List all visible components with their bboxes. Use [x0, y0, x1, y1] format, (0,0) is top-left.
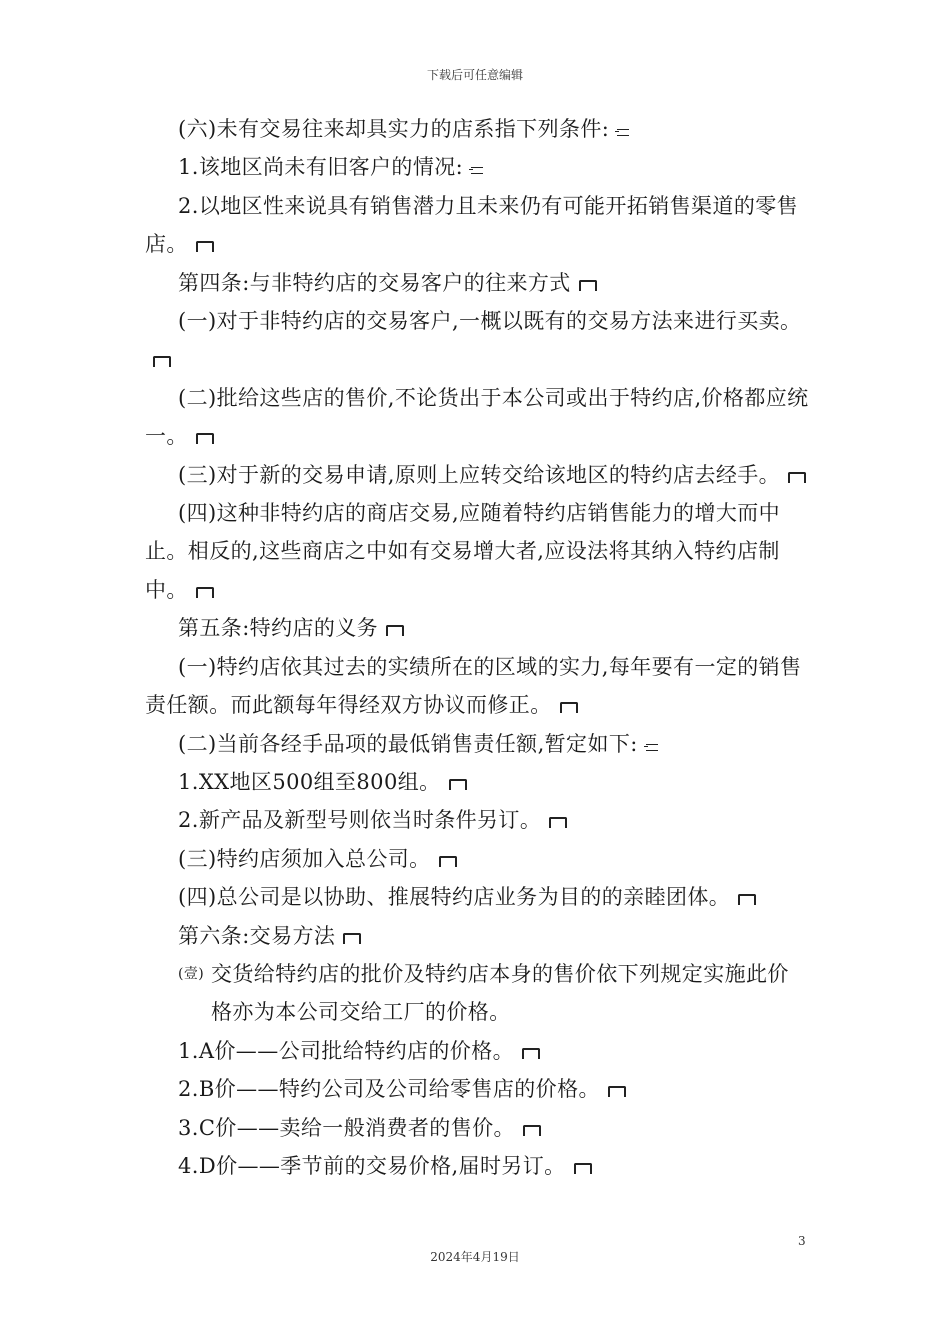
paragraph-mark-icon: [520, 1045, 542, 1061]
page-header: 下载后可任意编辑: [426, 68, 523, 82]
page-footer-date: 2024年4月19日: [430, 1250, 520, 1264]
paragraph-mark-icon: [437, 853, 459, 869]
paragraph-text: (三)对于新的交易申请,原则上应转交给该地区的特约店去经手。: [178, 462, 781, 487]
paragraph-mark-icon: [151, 353, 173, 369]
paragraph-text: 2.以地区性来说具有销售潜力且未来仍有可能开拓销售渠道的零售店。: [145, 193, 799, 257]
paragraph-mark-icon: [606, 1083, 628, 1099]
paragraph-text: (三)特约店须加入总公司。: [178, 846, 431, 871]
paragraph: [145, 1147, 810, 1185]
paragraph: [145, 801, 810, 839]
paragraph-mark-icon: [786, 469, 808, 485]
paragraph-mark-icon: [577, 277, 599, 293]
paragraph-text: 4.D价——季节前的交易价格,届时另订。: [178, 1153, 566, 1178]
paragraph-text: 1.该地区尚未有旧客户的情况:: [178, 155, 464, 180]
list-paragraph: [145, 955, 810, 1032]
paragraph: [145, 878, 810, 916]
line-break-mark-icon: [644, 738, 660, 754]
paragraph-mark-icon: [736, 891, 758, 907]
paragraph: [145, 1032, 810, 1070]
paragraph-mark-icon: [447, 776, 469, 792]
paragraph: [145, 840, 810, 878]
paragraph: [145, 148, 810, 186]
paragraph-text: (四)总公司是以协助、推展特约店业务为目的的亲睦团体。: [178, 885, 731, 910]
paragraph: [145, 763, 810, 801]
paragraph-text: 第五条:特约店的义务: [178, 616, 379, 641]
paragraph-text: 第六条:交易方法: [178, 923, 336, 948]
page-number: 3: [798, 1234, 806, 1248]
paragraph-mark-icon: [384, 622, 406, 638]
paragraph-text: 2.新产品及新型号则依当时条件另订。: [178, 808, 542, 833]
paragraph: [145, 494, 810, 609]
section-heading: [145, 917, 810, 955]
paragraph: [145, 1109, 810, 1147]
paragraph: [145, 456, 810, 494]
paragraph-text: 1.XX地区500组至800组。: [178, 769, 441, 794]
paragraph-text: (六)未有交易往来却具实力的店系指下列条件:: [178, 117, 610, 141]
line-break-mark-icon: [615, 123, 631, 139]
paragraph-mark-icon: [547, 814, 569, 830]
paragraph-text: 1.A价——公司批给特约店的价格。: [178, 1038, 515, 1063]
list-marker: (壹): [178, 965, 205, 982]
line-break-mark-icon: [469, 161, 485, 177]
paragraph: [145, 1070, 810, 1108]
paragraph-mark-icon: [572, 1160, 594, 1176]
paragraph-text: 第四条:与非特约店的交易客户的往来方式: [178, 270, 571, 295]
paragraph-text: (四)这种非特约店的商店交易,应随着特约店销售能力的增大而中止。相反的,这些商店之中如有交易增大者,应设法将其纳入特约店制中。: [145, 501, 781, 602]
paragraph-mark-icon: [558, 699, 580, 715]
paragraph-text: (一)特约店依其过去的实绩所在的区域的实力,每年要有一定的销售责任额。而此额每年得经双方协议而修正。: [145, 654, 802, 718]
paragraph: [145, 725, 810, 763]
paragraph-mark-icon: [521, 1122, 543, 1138]
paragraph-text: (二)批给这些店的售价,不论货出于本公司或出于特约店,价格都应统一。: [145, 385, 809, 449]
paragraph-mark-icon: [194, 238, 216, 254]
section-heading: [145, 609, 810, 647]
paragraph: [145, 648, 810, 725]
paragraph-text: (二)当前各经手品项的最低销售责任额,暂定如下:: [178, 731, 638, 756]
paragraph-mark-icon: [194, 430, 216, 446]
paragraph: [145, 187, 810, 264]
paragraph: [145, 379, 810, 456]
paragraph-text: (一)对于非特约店的交易客户,一概以既有的交易方法来进行买卖。: [178, 309, 802, 334]
section-heading: [145, 264, 810, 302]
paragraph-text: 交货给特约店的批价及特约店本身的售价依下列规定实施此价格亦为本公司交给工厂的价格。: [211, 961, 789, 1025]
paragraph: [145, 110, 810, 148]
paragraph-mark-icon: [194, 584, 216, 600]
paragraph-mark-icon: [341, 930, 363, 946]
paragraph-text: 3.C价——卖给一般消费者的售价。: [178, 1115, 515, 1140]
paragraph: [145, 302, 810, 379]
paragraph-text: 2.B价——特约公司及公司给零售店的价格。: [178, 1077, 600, 1102]
document-body: [145, 110, 810, 1185]
